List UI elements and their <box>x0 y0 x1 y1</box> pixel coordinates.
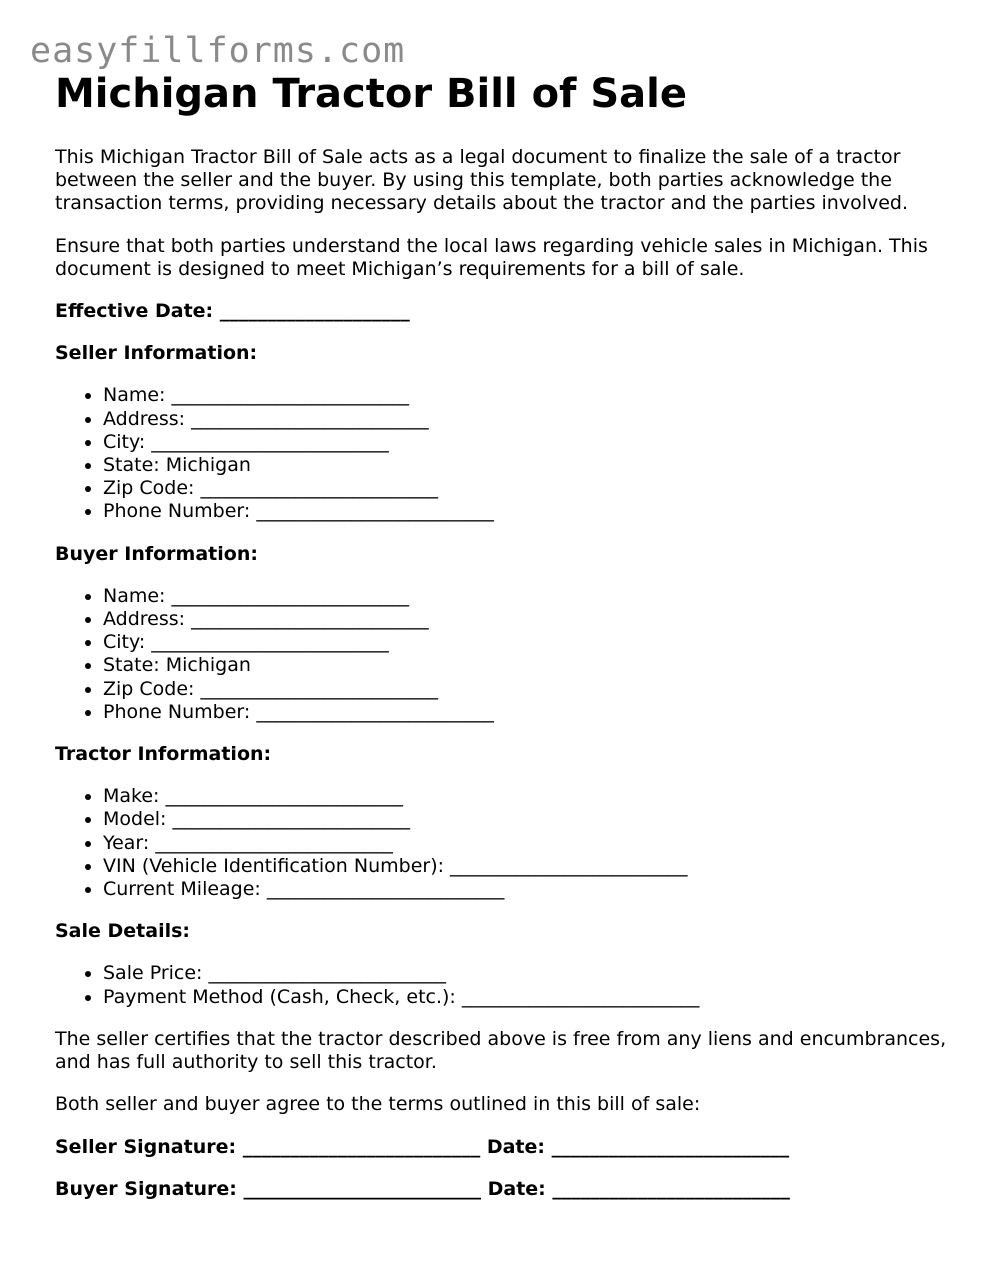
sale-list <box>55 962 955 1008</box>
seller-phone-item: • Phone Number: _________________________ <box>103 500 955 523</box>
certification-paragraph: The seller certifies that the tractor described above is free from any liens and encumbrances, and has full authority to sell this tractor. <box>55 1027 947 1074</box>
tractor-list <box>55 785 955 901</box>
page-title: Michigan Tractor Bill of Sale <box>55 71 688 117</box>
tractor-mileage-item: • Current Mileage: _________________________ <box>103 878 955 901</box>
payment-method-item: • Payment Method (Cash, Check, etc.): _________________________ <box>103 986 955 1009</box>
seller-name-item: • Name: _________________________ <box>103 384 955 407</box>
seller-signature-label: Seller Signature: <box>55 1135 237 1158</box>
document-page <box>55 70 955 1201</box>
watermark: easyfillforms.com <box>30 31 406 71</box>
buyer-signature-label: Buyer Signature: <box>55 1177 237 1200</box>
buyer-city-item: • City: _________________________ <box>103 631 955 654</box>
buyer-list <box>55 585 955 724</box>
buyer-name-item: • Name: _________________________ <box>103 585 955 608</box>
seller-heading: Seller Information: <box>55 342 258 365</box>
buyer-date-label: Date: <box>487 1177 546 1200</box>
seller-address-item: • Address: _________________________ <box>103 408 955 431</box>
buyer-signature-blank: _________________________ <box>243 1177 481 1200</box>
intro-paragraph-1: This Michigan Tractor Bill of Sale acts as a legal document to finalize the sale of a tractor between the seller and the buyer. By using this template, both parties acknowledge the transaction terms, providing necessary details about the tractor and the parties involved. <box>55 146 909 215</box>
agreement-paragraph: Both seller and buyer agree to the terms outlined in this bill of sale: <box>55 1093 701 1116</box>
buyer-heading: Buyer Information: <box>55 542 258 565</box>
effective-date-blank: ____________________ <box>219 300 410 323</box>
intro-paragraph-2: Ensure that both parties understand the local laws regarding vehicle sales in Michigan. This document is designed to meet Michigan’s requirements for a bill of sale. <box>55 234 928 280</box>
seller-list <box>55 384 955 523</box>
tractor-make-item: • Make: _________________________ <box>103 785 955 808</box>
seller-signature-line <box>55 1136 955 1159</box>
seller-city-item: • City: _________________________ <box>103 431 955 454</box>
effective-date-line <box>55 300 955 323</box>
seller-zip-item: • Zip Code: _________________________ <box>103 477 955 500</box>
tractor-vin-item: • VIN (Vehicle Identification Number): _________________________ <box>103 855 955 878</box>
buyer-phone-item: • Phone Number: _________________________ <box>103 701 955 724</box>
tractor-heading: Tractor Information: <box>55 743 272 766</box>
buyer-state-item: • State: Michigan <box>103 654 955 677</box>
buyer-date-blank: _________________________ <box>552 1177 790 1200</box>
buyer-zip-item: • Zip Code: _________________________ <box>103 678 955 701</box>
seller-date-blank: _________________________ <box>551 1135 790 1158</box>
buyer-address-item: • Address: _________________________ <box>103 608 955 631</box>
sale-heading: Sale Details: <box>55 920 191 943</box>
tractor-model-item: • Model: _________________________ <box>103 808 955 831</box>
tractor-year-item: • Year: _________________________ <box>103 832 955 855</box>
effective-date-label: Effective Date: <box>55 300 214 323</box>
sale-price-item: • Sale Price: _________________________ <box>103 962 955 985</box>
seller-signature-blank: _________________________ <box>242 1135 481 1158</box>
buyer-signature-line <box>55 1178 955 1201</box>
seller-state-item: • State: Michigan <box>103 454 955 477</box>
seller-date-label: Date: <box>486 1135 545 1158</box>
